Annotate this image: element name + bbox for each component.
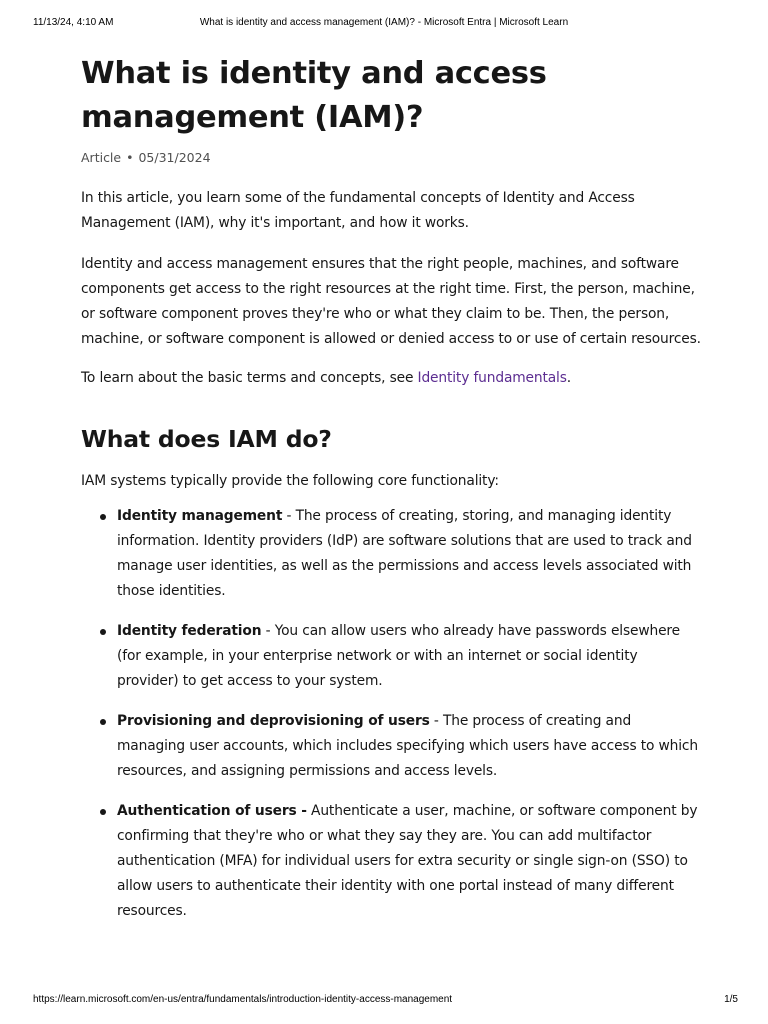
identity-fundamentals-link[interactable]: Identity fundamentals	[417, 370, 567, 386]
bullet-icon	[100, 514, 106, 520]
learn-more-suffix: .	[566, 370, 572, 386]
bullet-icon	[100, 719, 106, 725]
article-date: 05/31/2024	[138, 150, 211, 165]
feature-term: Authentication of users -	[117, 803, 307, 819]
intro-paragraph: In this article, you learn some of the fundamental concepts of Identity and Access Management (IAM), why it's important, and how it works.	[81, 190, 635, 231]
print-footer	[0, 994, 768, 1010]
print-header	[0, 17, 768, 33]
feature-term: Identity federation	[117, 623, 262, 639]
feature-term: Provisioning and deprovisioning of users	[117, 713, 430, 729]
article-meta	[81, 150, 701, 166]
feature-description: Authenticate a user, machine, or software component by confirming that they're who or what they say they are. You can add multifactor authentication (MFA) for individual users for extra security or single sign-on (SSO) to allow users to authenticate their identity with one portal instead of many different resources.	[117, 803, 698, 919]
feature-term: Identity management	[117, 508, 283, 524]
section-heading: What does IAM do?	[81, 425, 332, 453]
learn-more-prefix: To learn about the basic terms and concepts, see	[81, 370, 418, 386]
definition-paragraph: Identity and access management ensures that the right people, machines, and software components get access to the right resources at the right time. First, the person, machine, or software component proves they're who or what they claim to be. Then, the person, machine, or software component is allowed or denied access to or use of certain resources.	[81, 256, 701, 347]
print-datetime: 11/13/24, 4:10 AM	[33, 17, 114, 28]
feature-description: - The process of creating, storing, and managing identity information. Identity providers (IdP) are software solutions that are used to track and manage user identities, as well as the permissions and access levels associated with those identities.	[117, 508, 692, 599]
meta-separator: •	[126, 150, 134, 165]
article-type: Article	[81, 150, 122, 165]
feature-description: - You can allow users who already have passwords elsewhere (for example, in your enterprise network or with an internet or social identity provider) to get access to your system.	[117, 623, 680, 689]
list-item	[81, 619, 701, 694]
print-url: https://learn.microsoft.com/en-us/entra/fundamentals/introduction-identity-access-management	[33, 994, 453, 1005]
learn-more-paragraph	[81, 366, 701, 391]
article-title: What is identity and access management (IAM)?	[81, 56, 547, 135]
list-item	[81, 709, 701, 784]
list-item	[81, 504, 701, 604]
page-number: 1/5	[724, 994, 738, 1005]
list-item	[81, 799, 701, 924]
feature-description: - The process of creating and managing user accounts, which includes specifying which users have access to which resources, and assigning permissions and access levels.	[117, 713, 698, 779]
section-intro: IAM systems typically provide the following core functionality:	[81, 473, 499, 489]
bullet-icon	[100, 629, 106, 635]
print-page-title: What is identity and access management (IAM)? - Microsoft Entra | Microsoft Learn	[199, 17, 569, 28]
feature-list	[81, 504, 701, 924]
article	[81, 52, 701, 939]
bullet-icon	[100, 809, 106, 815]
